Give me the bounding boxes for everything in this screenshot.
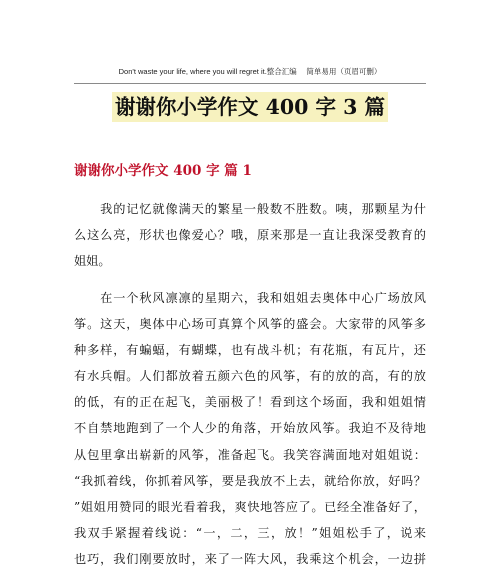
- page-header-text: Don't waste your life, where you will regret it.整合汇编 简单易用（页眉可删）: [118, 67, 382, 76]
- paragraph-line: 在一个秋风凛凛的星期六，我和姐姐去奥体中心广场放风: [74, 291, 426, 305]
- paragraph-line: 的低，有的正在起飞，美丽极了！看到这个场面，我和姐姐情: [74, 395, 426, 410]
- paragraph-line: 姐姐。: [74, 254, 111, 269]
- paragraph-line: ”姐姐用赞同的眼光看着我，爽快地答应了。已经全准备好了，: [74, 499, 426, 514]
- paragraph-1: [74, 196, 426, 274]
- paragraph-line: 筝。这天，奥体中心场可真算个风筝的盛会。大家带的风筝多: [74, 317, 426, 332]
- paragraph-line: 种多样，有蝙蝠，有蝴蝶，也有战斗机；有花瓶，有瓦片，还: [74, 343, 426, 358]
- section-heading: 谢谢你小学作文 400 字 篇 1: [74, 163, 252, 179]
- paragraph-line: 么这么亮，形状也像爱心？哦，原来那是一直让我深受教育的: [74, 228, 426, 243]
- paragraph-line: 从包里拿出崭新的风筝，准备起飞。我笑容满面地对姐姐说：: [74, 447, 426, 462]
- header-divider: [74, 83, 426, 84]
- paragraph-line: 不自禁地跑到了一个人少的角落，开始放风筝。我迫不及待地: [74, 421, 426, 436]
- paragraph-line: 我的记忆就像满天的繁星一般数不胜数。咦，那颗星为什: [74, 202, 426, 216]
- paragraph-line: 也巧，我们刚要放时，来了一阵大风，我乘这个机会，一边拼: [74, 551, 426, 566]
- paragraph-line: 我双手紧握着线说：“一，二，三，放！”姐姐松手了，说来: [74, 525, 426, 540]
- document-title: [0, 92, 500, 122]
- paragraph-line: “我抓着线，你抓着风筝，要是我放不上去，就给你放，好吗？: [74, 473, 426, 488]
- paragraph-line: 有水兵帽。人们都放着五颜六色的风筝，有的放的高，有的放: [74, 369, 426, 384]
- document-title-text: 谢谢你小学作文 400 字 3 篇: [112, 92, 388, 122]
- paragraph-2: [74, 285, 426, 566]
